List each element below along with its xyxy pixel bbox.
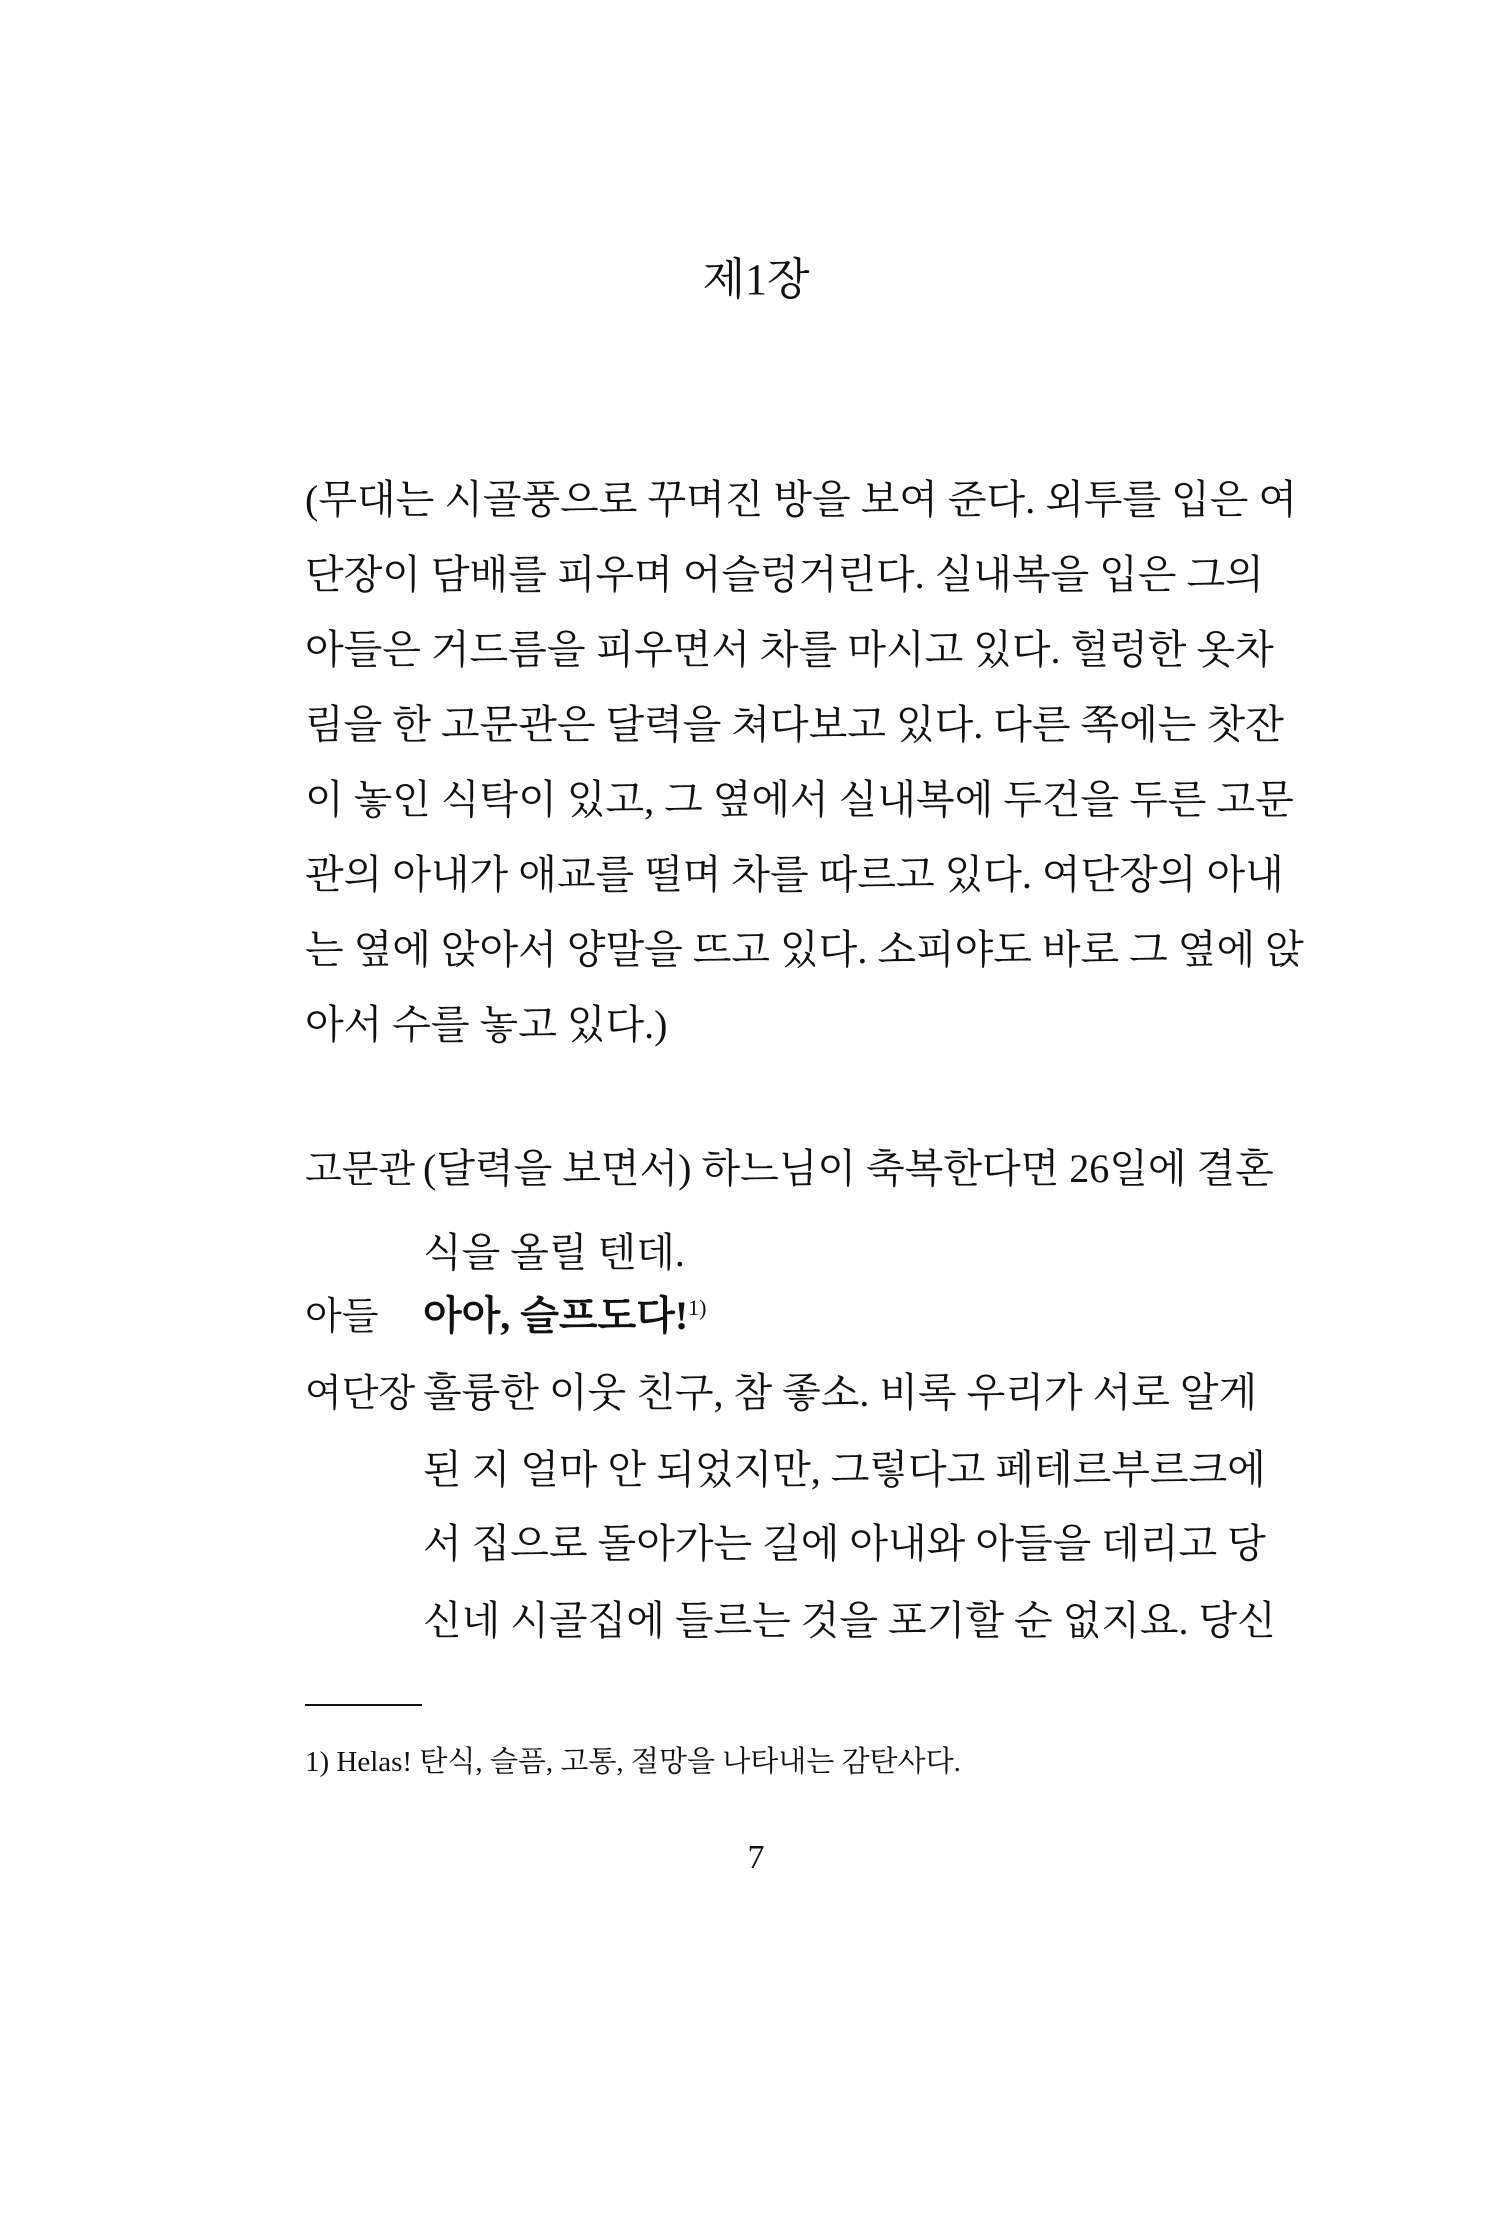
page-number: 7 (747, 1839, 765, 1876)
stage-direction-line: 아서 수를 놓고 있다.) (305, 1002, 668, 1047)
chapter-title: 제1장 (702, 255, 810, 304)
stage-direction-line: 관의 아내가 애교를 떨며 차를 따르고 있다. 여단장의 아내 (305, 852, 1284, 897)
speech-line: 된 지 얼마 안 되었지만, 그렇다고 페테르부르크에 (423, 1447, 1266, 1492)
speech-line: (달력을 보면서) 하느님이 축복한다면 26일에 결혼 (423, 1146, 1274, 1191)
footnote-ref: 1) (688, 1295, 707, 1320)
speech-line (423, 1290, 1235, 1342)
speech-line: 서 집으로 돌아가는 길에 아내와 아들을 데리고 당 (423, 1521, 1266, 1566)
footnote-divider (305, 1704, 422, 1706)
speech-text: 아아, 슬프도다! (423, 1293, 689, 1338)
speech-line: 훌륭한 이웃 친구, 참 좋소. 비록 우리가 서로 알게 (423, 1370, 1258, 1415)
speaker-name: 여단장 (305, 1371, 416, 1415)
speech-line: 식을 올릴 텐데. (423, 1230, 685, 1275)
stage-direction-line: 림을 한 고문관은 달력을 쳐다보고 있다. 다른 쪽에는 찻잔 (305, 702, 1284, 747)
stage-direction-line: 단장이 담배를 피우며 어슬렁거린다. 실내복을 입은 그의 (305, 552, 1264, 597)
stage-direction-line: 이 놓인 식탁이 있고, 그 옆에서 실내복에 두건을 두른 고문 (305, 777, 1294, 822)
speaker-name: 고문관 (305, 1147, 416, 1191)
speaker-name: 아들 (305, 1294, 379, 1338)
footnote: 1) Helas! 탄식, 슬픔, 고통, 절망을 나타내는 감탄사다. (305, 1746, 961, 1778)
speech-line: 신네 시골집에 들르는 것을 포기할 순 없지요. 당신 (423, 1598, 1276, 1643)
stage-direction-line: 는 옆에 앉아서 양말을 뜨고 있다. 소피야도 바로 그 옆에 앉 (305, 927, 1304, 972)
stage-direction-line: 아들은 거드름을 피우면서 차를 마시고 있다. 헐렁한 옷차 (305, 627, 1274, 672)
stage-direction-line: (무대는 시골풍으로 꾸며진 방을 보여 준다. 외투를 입은 여 (305, 477, 1298, 522)
